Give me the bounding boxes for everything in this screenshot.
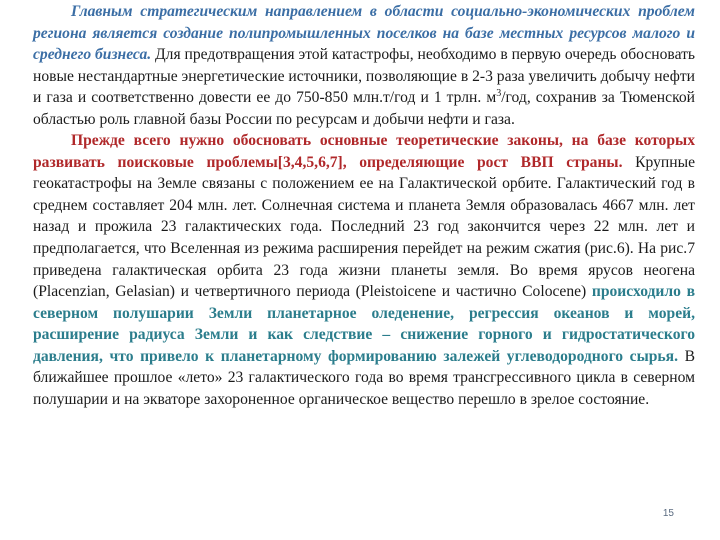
strategic-direction-highlight: Главным стратегическим направлением в области социально-экономических проблем региона является создание полипромышленных поселков на базе местных ресурсов малого и среднего бизнеса. bbox=[33, 3, 695, 64]
paragraph-2-text-end: В ближайшее прошлое «лето» 23 галактического года во время трансгрессивного цикла в северном полушарии и на экваторе захороненное органическое вещество перешло в зрелое состояние. bbox=[33, 347, 695, 408]
paragraph-1-text: Для предотвращения этой катастрофы, необходимо в первую очередь обосновать новые нестандартные энергетические источники, позволяющие в 2-3 раза увеличить добычу нефти и газа и соответственно довести ее до 750-850 млн.т/год и 1 трлн. м bbox=[33, 46, 696, 107]
paragraph-1 bbox=[33, 1, 695, 130]
paragraph-2 bbox=[33, 130, 695, 410]
page-number: 15 bbox=[662, 508, 674, 519]
cubic-superscript: 3 bbox=[496, 88, 502, 99]
paragraph-1-text-end: /год, сохранив за Тюменской областью роль главной базы России по ресурсам и добычи нефти и газа. bbox=[33, 89, 695, 128]
paragraph-2-text: Крупные геокатастрофы на Земле связаны с положением ее на Галактической орбите. Галактический год в среднем составляет 204 млн. лет. Солнечная система и планета Земля образовалась 4667 млн. лет назад и прожила 23 галактических года. Последний 23 год закончится через 22 млн. лет и предполагается, что Вселенная из режима расширения перейдет на режим сжатия (рис.6). На рис.7 приведена галактическая орбита 23 года жизни планеты земля. Во время ярусов неогена (Placenzian, Gelasian) и четвертичного периода (Pleistoicene и частично Colocene) bbox=[33, 153, 695, 301]
glaciation-highlight: происходило в северном полушарии Земли планетарное оледенение, регрессия океанов и морей, расширение радиуса Земли и как следствие – снижение горного и гидростатического давления, что привело к планетарному формированию залежей углеводородного сырья. bbox=[33, 283, 695, 365]
document-page bbox=[33, 1, 695, 410]
theoretical-laws-highlight: Прежде всего нужно обосновать основные теоретические законы, на базе которых развивать поисковые проблемы[3,4,5,6,7], определяющие рост ВВП страны. bbox=[33, 132, 695, 171]
